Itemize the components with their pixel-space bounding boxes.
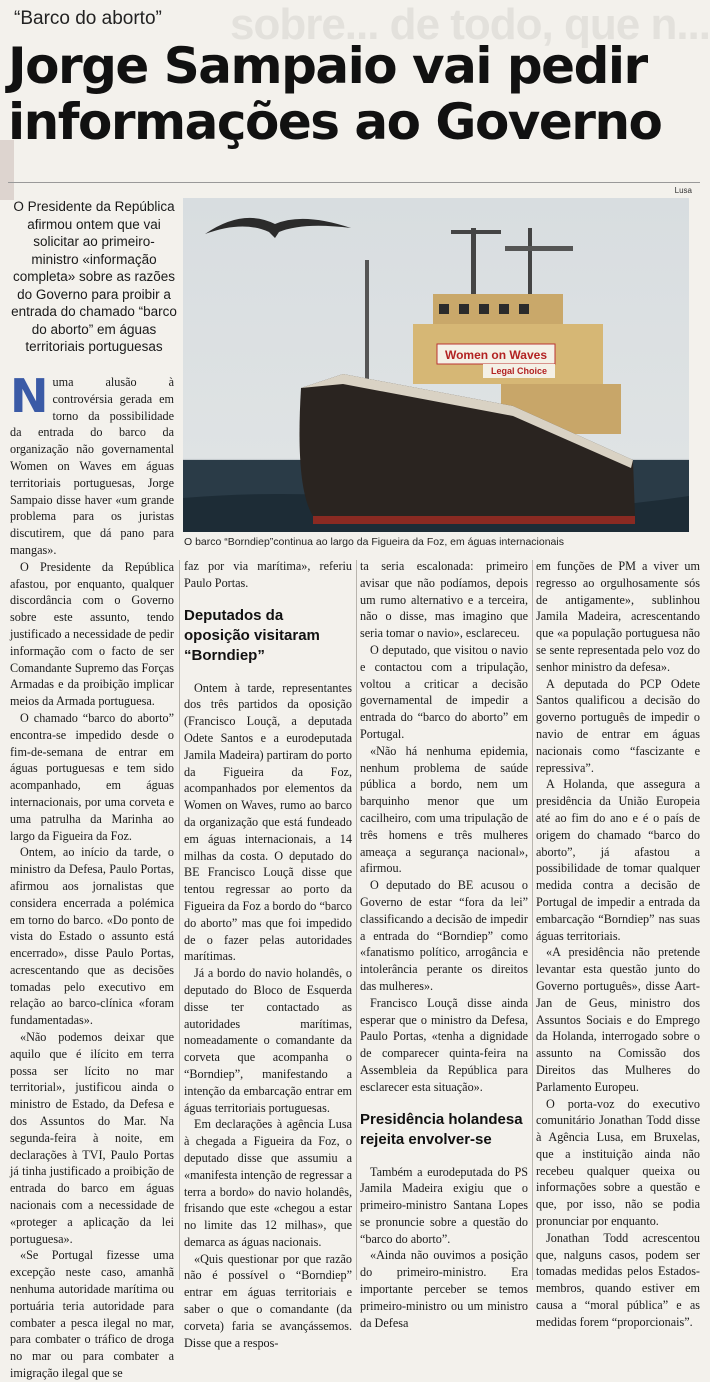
ship-photo [183, 198, 689, 532]
headline: Jorge Sampaio vai pedir informações ao Governo [8, 37, 662, 151]
paragraph: «A presidência não pretende levantar esta questão junto do Governo português», disse Aart-Jan de Geus, ministro dos Assuntos Sociais e do Emprego da Holanda, interrogado sobre o assunto na Comissão dos Direitos das Mulheres do Parlamento Europeu. [536, 945, 700, 1094]
lead-paragraph: O Presidente da República afirmou ontem que vai solicitar ao primeiro-ministro «informação completa» sobre as razões do Governo para proibir a entrada do chamado “barco do aborto” em águas territoriais portuguesas [11, 199, 177, 354]
paragraph: «Não podemos deixar que aquilo que é ilícito em terra possa ser lícito no mar territorial», justificou ainda o ministro de Estado, da Defesa e dos Assuntos do Mar. Na segunda-feira à noite, em declarações à TVI, Paulo Portas já tinha justificado a proibição de entrada do barco em águas nacionais com a necessidade de «proteger a aplicação da lei portuguesa». [10, 1030, 174, 1246]
paragraph: em funções de PM a viver um regresso ao orgulhosamente sós de antigamente», sublinhou Jamila Madeira, acrescentando que «a população portuguesa não se sente representada pelo voz do senhor ministro da defesa». [536, 559, 700, 674]
window [459, 304, 469, 314]
ship-banner-text: Women on Waves [444, 348, 548, 362]
paragraph: A deputada do PCP Odete Santos qualificou a decisão do governo português de impedir o navio de entrar em águas nacionais como “fascizante e repressiva”. [536, 676, 700, 775]
mast-aft-yard [505, 246, 573, 251]
paragraph: Jonathan Todd acrescentou que, nalguns casos, podem ser tomadas medidas pelos Estados-membros, quando estiver em causa a “moral pública” e as medidas forem “proporcionais”. [536, 1230, 700, 1329]
paragraph: Em declarações à agência Lusa à chegada a Figueira da Foz, o deputado disse que assumiu a «manifesta intenção de regressar a terra a bordo» do navio holandês, frisando que este «chegou a estar no limite das 12 milhas», que demarca as águas nacionais. [184, 1117, 352, 1249]
window [479, 304, 489, 314]
window [499, 304, 509, 314]
paragraph: ta seria escalonada: primeiro avisar que não podíamos, depois um rumo alternativo e a terceira, não o disse, mas imagino que seria tomar o navio», esclareceu. [360, 559, 528, 641]
seagull [205, 218, 351, 238]
bridge-top [433, 294, 563, 324]
paragraph: O deputado do BE acusou o Governo de estar “fora da lei” classificando a decisão de impedir a entrada do “Borndiep” como «fanatismo político, arrogância e intolerância perante os direitos das mulheres». [360, 878, 528, 993]
header-rule [8, 182, 700, 183]
mast-yard [451, 230, 501, 234]
paragraph: O deputado, que visitou o navio e contactou com a tripulação, voltou a criticar a decisão governamental de impedir a entrada do “barco do aborto” em Portugal. [360, 642, 528, 741]
paragraph: A Holanda, que assegura a presidência da União Europeia até ao fim do ano e é o país de origem do chamado “barco do aborto”, já afastou a possibilidade de tomar qualquer medida contra a decisão de Portugal de impedir a entrada da embarcação “Borndiep” nas suas águas territoriais. [536, 777, 700, 943]
paragraph: «Quis questionar por que razão não é possível o “Borndiep” entrar em águas territoriais e saber o que o comandante (da corveta) faria se avançássemos. Disse que a respos- [184, 1251, 352, 1350]
paragraph: O Presidente da República afastou, por enquanto, qualquer discordância com o Governo sobre este assunto, tendo justificado a necessidade de pedir informação com o facto de ser Comandante Supremo das Forças Armadas e da proibição implicar meios da Armada portuguesa. [10, 559, 174, 709]
paragraph: «Se Portugal fizesse uma excepção neste caso, amanhã nenhuma autoridade marítima ou portuária teria autoridade para combater a pesca ilegal no mar, para combater o tráfico de droga no mar ou para combater a imigração ilegal que se [10, 1248, 174, 1381]
photo-credit: Lusa [674, 186, 692, 195]
subheading: Deputados da oposição visitaram “Borndiep” [184, 606, 320, 664]
column-rule [356, 560, 357, 1280]
paragraph [10, 369, 174, 559]
mast-aft [528, 228, 532, 298]
window [439, 304, 449, 314]
window [519, 304, 529, 314]
paragraph: Também a eurodeputada do PS Jamila Madeira exigiu que o primeiro-ministro Santana Lopes se pronuncie sobre a questão do “barco do aborto”. [360, 1164, 528, 1246]
paragraph: Ontem, ao início da tarde, o ministro da Defesa, Paulo Portas, afirmou aos jornalistas que considera encerrada a polémica em torno do barco. «Do ponto de vista do Estado o assunto está encerrado», disse Paulo Portas, acrescentando que as decisões tomadas pelo executivo em relação ao barco-clínica «foram fundamentadas». [10, 845, 174, 1028]
column-rule [532, 560, 533, 1280]
paragraph: faz por via marítima», referiu Paulo Portas. [184, 559, 352, 590]
paragraph: Francisco Louçã disse ainda esperar que o ministro da Defesa, Paulo Portas, «tenha a dignidade de comparecer quinta-feira na Assembleia da República para esclarecer esta situação». [360, 995, 528, 1094]
article-column-4 [536, 558, 700, 1331]
ship-banner-subtext: Legal Choice [490, 366, 548, 376]
column-rule [179, 560, 180, 1280]
paragraph-text: uma alusão à controvérsia gerada em torno da possibilidade da entrada do barco da organização não governamental Women on Waves em águas territoriais portuguesas, Jorge Sampaio disse haver «um grande problema para os juristas discutirem, que dá pano para mangas». [10, 375, 174, 557]
ship-illustration [183, 198, 689, 532]
bleed-through-text: sobre... de todo, que n... [229, 0, 710, 49]
subheading: Presidência holandesa rejeita envolver-se [360, 1110, 523, 1148]
paragraph: Já a bordo do navio holandês, o deputado do Bloco de Esquerda disse ter contactado as autoridades marítimas, nomeadamente o comandante da corveta que acompanha o “Borndiep”, manifestando a intenção da embarcação entrar em águas territoriais portuguesas. [184, 966, 352, 1115]
photo-caption: O barco “Borndiep”continua ao largo da Figueira da Foz, em águas internacionais [184, 536, 564, 548]
hull-waterline [313, 516, 635, 524]
article-column-3 [360, 558, 528, 1331]
paragraph: O porta-voz do executivo comunitário Jonathan Todd disse à Agência Lusa, em Bruxelas, que a instituição ainda não recebeu qualquer queixa ou informações sobre a questão e que, por isso, não se podia pronunciar por enquanto. [536, 1096, 700, 1229]
article-column-1 [10, 369, 174, 1382]
article-column-2 [184, 558, 352, 1351]
paragraph: «Ainda não ouvimos a posição do primeiro-ministro. Era importante perceber se temos primeiro-ministro ou um ministro da Defesa [360, 1248, 528, 1330]
kicker: “Barco do aborto” [14, 8, 162, 29]
paragraph: Ontem à tarde, representantes dos três partidos da oposição (Francisco Louçã, a deputada Odete Santos e a eurodeputada Jamila Madeira) partiram do porto da Figueira da Foz, acompanhados por elementos da Women on Waves, rumo ao barco da organização que está fundeado em águas internacionais, a 14 milhas da costa. O deputado do BE Francisco Louçã disse que tentou regressar ao porto da Figueira da Foz a bordo do “barco do aborto” mas que foi impedido de o fazer pelas autoridades marítimas. [184, 680, 352, 964]
mast-fore [365, 260, 369, 380]
drop-cap: N [10, 369, 49, 423]
paragraph: O chamado “barco do aborto” encontra-se impedido desde o fim-de-semana de entrar em águas portuguesas e tem sido acompanhado, em águas internacionais, por uma corveta e uma patrulha da Marinha ao largo da Figueira da Foz. [10, 710, 174, 843]
paragraph: «Não há nenhuma epidemia, nenhum problema de saúde pública a bordo, nem um barquinho menor que um cacilheiro, com uma tripulação de três homens e três mulheres ameaça a segurança nacional», afirmou. [360, 743, 528, 876]
